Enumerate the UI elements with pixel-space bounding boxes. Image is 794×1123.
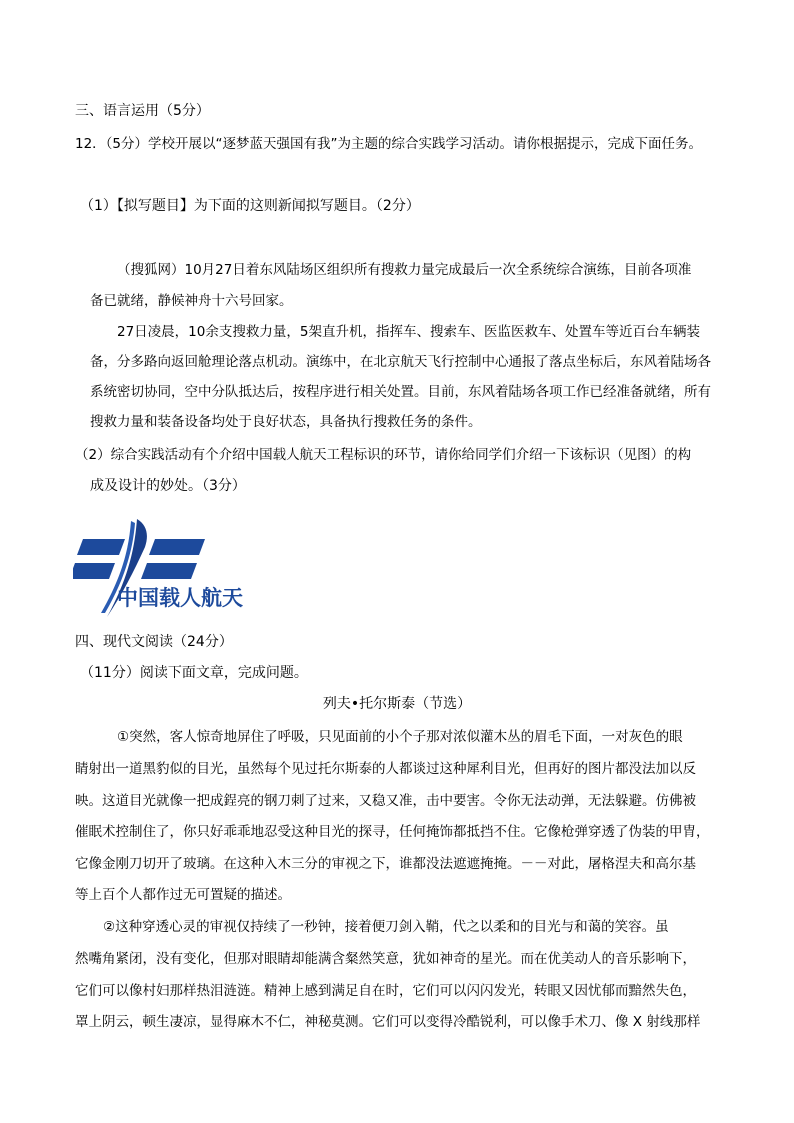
para1-line-1: ①突然，客人惊奇地屏住了呼吸，只见面前的小个子那对浓似灌木丛的眉毛下面，一对灰色的眼 bbox=[117, 729, 683, 745]
section4-heading: 四、现代文阅读（24分） bbox=[75, 634, 233, 650]
para1-line-6: 等上百个人都作过无可置疑的描述。 bbox=[75, 887, 291, 903]
logo-text: 中国载人航天 bbox=[117, 586, 243, 610]
section4-intro: （11分）阅读下面文章，完成问题。 bbox=[80, 665, 308, 681]
news-line-5: 系统密切协同，空中分队抵达后，按程序进行相关处置。目前，东风着陆场各项工作已经准备就绪，所有 bbox=[90, 384, 711, 400]
para1-line-4: 催眠术控制住了，你只好乖乖地忍受这种目光的探寻，任何掩饰都抵挡不住。它像枪弹穿透了伪装的甲胄， bbox=[75, 824, 710, 840]
news-line-4: 备，分多路向返回舱理论落点机动。演练中，在北京航天飞行控制中心通报了落点坐标后，东风着陆场各 bbox=[90, 354, 711, 370]
news-line-1: （搜狐网）10月27日着东风陆场区组织所有搜救力量完成最后一次全系统综合演练，目前各项准 bbox=[117, 262, 692, 278]
section3-heading: 三、语言运用（5分） bbox=[75, 103, 210, 119]
china-manned-space-logo bbox=[73, 513, 279, 624]
para2-line-3: 它们可以像村妇那样热泪涟涟。精神上感到满足自在时，它们可以闪闪发光，转眼又因忧郁而黯然失色， bbox=[75, 983, 696, 999]
news-line-2: 备已就绪，静候神舟十六号回家。 bbox=[90, 293, 293, 309]
para2-line-2: 然嘴角紧闭，没有变化，但那对眼睛却能满含粲然笑意，犹如神奇的星光。而在优美动人的音乐影响下， bbox=[75, 951, 696, 967]
article-title: 列夫•托尔斯泰（节选） bbox=[322, 696, 472, 712]
logo-graphic bbox=[73, 513, 279, 624]
para2-line-1: ②这种穿透心灵的审视仅持续了一秒钟，接着便刀剑入鞘，代之以柔和的目光与和蔼的笑容。虽 bbox=[103, 919, 669, 935]
para1-line-2: 睛射出一道黑豹似的目光，虽然每个见过托尔斯泰的人都谈过这种犀利目光，但再好的图片都没法加以反 bbox=[75, 761, 696, 777]
para1-line-3: 映。这道目光就像一把成鋥亮的钢刀刺了过来，又稳又准，击中要害。令你无法动弹，无法躲避。仿佛被 bbox=[75, 793, 696, 809]
news-line-6: 搜救力量和装备设备均处于良好状态，具备执行搜救任务的条件。 bbox=[90, 414, 482, 430]
para1-line-5: 它像金刚刀切开了玻璃。在这种入木三分的审视之下，谁都没法遮遮掩掩。－－对此，屠格涅夫和高尔基 bbox=[75, 856, 696, 872]
task-2-line-1: （2）综合实践活动有个介绍中国载人航天工程标识的环节，请你给同学们介绍一下该标识（见图）的构 bbox=[75, 447, 692, 463]
task-1: （1）【拟写题目】为下面的这则新闻拟写题目。（2分） bbox=[80, 198, 420, 214]
para2-line-4: 罩上阴云，顿生凄凉，显得麻木不仁，神秘莫测。它们可以变得冷酷锐利，可以像手术刀、像 X 射线那样 bbox=[75, 1014, 701, 1030]
news-line-3: 27日凌晨，10余支搜救力量，5架直升机，指挥车、搜索车、医监医救车、处置车等近百台车辆装 bbox=[117, 324, 700, 340]
question-12: 12．（5分）学校开展以“逐梦蓝天强国有我”为主题的综合实践学习活动。请你根据提示，完成下面任务。 bbox=[75, 136, 703, 152]
task-2-line-2: 成及设计的妙处。（3分） bbox=[90, 478, 246, 494]
